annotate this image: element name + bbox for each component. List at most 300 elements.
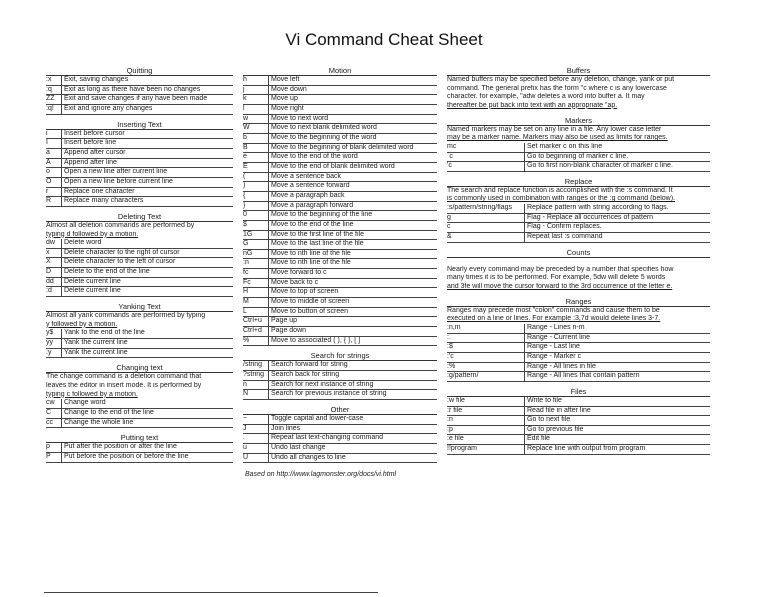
command-key: :e file <box>447 435 525 445</box>
table-row <box>447 213 710 223</box>
section-title: Files <box>447 387 710 397</box>
table-row <box>46 187 233 197</box>
table-row <box>46 277 233 287</box>
command-description: Yank the current line <box>62 339 234 349</box>
command-key: 0 <box>243 211 269 221</box>
table-row <box>447 425 710 435</box>
section-title: Inserting Text <box>46 120 233 130</box>
command-key: :y <box>46 348 62 358</box>
command-description: Exit as long as there have been no changes <box>62 85 234 95</box>
command-description: Move to nth line of the file <box>269 259 438 269</box>
command-description: Move to next word <box>269 114 438 124</box>
section-title: Ranges <box>447 297 710 307</box>
description-line: may be a marker name. Markers may also be used as limits for ranges. <box>447 134 668 142</box>
description-line: Nearly every command may be preceded by a number that specifies how <box>447 265 674 273</box>
command-key: b <box>243 133 269 143</box>
command-description: Move forward to c <box>269 269 438 279</box>
command-key: x <box>46 248 62 258</box>
command-key: . <box>243 434 269 444</box>
command-description: Move to the end of blank delimited word <box>269 162 438 172</box>
command-description: Change the whole line <box>62 418 234 428</box>
command-description: Move back to c <box>269 278 438 288</box>
command-description: Append after cursor <box>62 148 234 158</box>
table-row <box>46 268 233 278</box>
table-row <box>46 104 233 114</box>
command-key: a <box>46 148 62 158</box>
command-description: Range - All lines that contain pattern <box>525 372 711 382</box>
command-description: Replace pattern with string according to flags. <box>525 204 711 213</box>
table-row <box>447 162 710 172</box>
command-key: !!program <box>447 445 525 455</box>
command-description: Move to the last line of the file <box>269 240 438 250</box>
section-ranges <box>447 297 710 382</box>
command-key: R <box>46 197 62 207</box>
table-row <box>243 336 437 346</box>
command-description: Move to next blank delimited word <box>269 124 438 134</box>
command-key: :g/pattern/ <box>447 372 525 382</box>
command-key: U <box>243 453 269 463</box>
command-description: Toggle capital and lower-case <box>269 415 438 424</box>
command-key: I <box>46 139 62 149</box>
command-key: ~ <box>243 415 269 424</box>
section-files <box>447 387 710 455</box>
section-description <box>447 126 710 143</box>
command-key: :d <box>46 287 62 297</box>
command-description: Set marker c on this line <box>525 143 711 152</box>
table-row <box>46 239 233 248</box>
command-key: y$ <box>46 329 62 338</box>
command-description: Move down <box>269 85 438 95</box>
command-description: Read file in after line <box>525 406 711 416</box>
command-key: :p <box>447 425 525 435</box>
command-key: u <box>243 443 269 453</box>
command-description: Move to nth line of the file <box>269 249 438 259</box>
command-description: Open a new line before current line <box>62 177 234 187</box>
section-description <box>46 222 233 239</box>
command-description: Delete current line <box>62 277 234 287</box>
command-table <box>46 76 233 115</box>
section-title: Changing text <box>46 363 233 373</box>
command-key: cw <box>46 399 62 408</box>
table-row <box>447 223 710 233</box>
command-description: Go to first non-blank character of marker c line. <box>525 162 711 172</box>
command-key: % <box>243 336 269 346</box>
table-row <box>46 130 233 139</box>
command-description: Search for previous instance of string <box>269 390 438 400</box>
table-row <box>46 197 233 207</box>
table-row <box>46 248 233 258</box>
table-row <box>447 204 710 213</box>
command-description: Delete word <box>62 239 234 248</box>
description-line: command. The general prefix has the form "c where c is any lowercase <box>447 84 667 92</box>
command-description: Range - Lines n-m <box>525 324 711 333</box>
table-row <box>46 76 233 85</box>
section-motion <box>243 66 437 346</box>
command-description: Range - Last line <box>525 343 711 353</box>
command-key: ( <box>243 172 269 182</box>
command-description: Search for next instance of string <box>269 380 438 390</box>
table-row <box>447 152 710 162</box>
command-description: Move to the end of the word <box>269 153 438 163</box>
table-row <box>243 380 437 390</box>
table-row <box>46 177 233 187</box>
command-description: Go to previous file <box>525 425 711 435</box>
section-inserting <box>46 120 233 207</box>
command-key: O <box>46 177 62 187</box>
command-description: Move a paragraph back <box>269 191 438 201</box>
command-description: Exit and save changes if any have been made <box>62 95 234 105</box>
command-key: $ <box>243 220 269 230</box>
command-table <box>447 204 710 243</box>
command-description: Move left <box>269 76 438 85</box>
section-putting <box>46 433 233 462</box>
command-description: Insert before cursor <box>62 130 234 139</box>
table-row <box>447 445 710 455</box>
command-description: Move to the beginning of the line <box>269 211 438 221</box>
command-key: l <box>243 104 269 114</box>
table-row <box>243 269 437 279</box>
command-key: P <box>46 452 62 462</box>
command-description: Move a sentence back <box>269 172 438 182</box>
command-key: :n <box>243 259 269 269</box>
table-row <box>243 191 437 201</box>
command-key: :w file <box>447 397 525 406</box>
table-row <box>243 95 437 105</box>
command-description: Repeat last :s command <box>525 233 711 243</box>
table-row <box>243 133 437 143</box>
command-key: ZZ <box>46 95 62 105</box>
table-row <box>243 424 437 434</box>
table-row <box>46 95 233 105</box>
command-key: k <box>243 95 269 105</box>
table-row <box>46 85 233 95</box>
section-description <box>46 373 233 399</box>
table-row <box>46 258 233 268</box>
command-key: dw <box>46 239 62 248</box>
table-row <box>243 327 437 337</box>
table-row <box>243 124 437 134</box>
section-title: Buffers <box>447 66 710 76</box>
command-key: n <box>243 380 269 390</box>
description-line: typing c followed by a motion. <box>46 390 138 398</box>
table-row <box>243 172 437 182</box>
table-row <box>243 390 437 400</box>
description-line: is commonly used in combination with ranges or the :g command (below). <box>447 195 675 203</box>
section-replace <box>447 177 710 243</box>
command-key: D <box>46 268 62 278</box>
command-description: Write to file <box>525 397 711 406</box>
section-description <box>46 312 233 329</box>
command-key: nG <box>243 249 269 259</box>
table-row <box>46 139 233 149</box>
section-changing <box>46 363 233 428</box>
command-description: Change to the end of the line <box>62 408 234 418</box>
description-line: The change command is a deletion command that <box>46 373 202 381</box>
section-title: Other <box>243 405 437 415</box>
command-key: { <box>243 191 269 201</box>
description-line: many times it is to be performed. For example, 5dw will delete 5 words <box>447 274 666 282</box>
description-line: Ranges may precede most "colon" commands and cause them to be <box>447 306 660 314</box>
command-description: Open a new line after current line <box>62 168 234 178</box>
description-line: and 3fe will move the cursor forward to the 3rd occurrence of the letter e. <box>447 283 673 290</box>
table-row <box>243 143 437 153</box>
table-row <box>243 453 437 463</box>
command-description: Undo last change <box>269 443 438 453</box>
table-row <box>243 307 437 317</box>
command-key: :$ <box>447 343 525 353</box>
command-key: :q! <box>46 104 62 114</box>
command-description: Yank to the end of the line <box>62 329 234 338</box>
command-description: Put after the position or after the line <box>62 443 234 452</box>
command-description: Move a paragraph forward <box>269 201 438 211</box>
command-table <box>46 399 233 428</box>
section-title: Putting text <box>46 433 233 443</box>
command-table <box>243 415 437 463</box>
source-credit: Based on http://www.lagmonster.org/docs/vi.html <box>245 471 397 479</box>
command-description: Append after line <box>62 158 234 168</box>
command-description: Edit file <box>525 435 711 445</box>
command-description: Change word <box>62 399 234 408</box>
command-description: Yank the current line <box>62 348 234 358</box>
table-row <box>243 361 437 370</box>
section-description <box>447 266 710 292</box>
table-row <box>243 371 437 381</box>
table-row <box>46 287 233 297</box>
command-key: Fc <box>243 278 269 288</box>
section-buffers <box>447 66 710 111</box>
column-middle <box>243 66 437 478</box>
command-description: Put before the position or before the line <box>62 452 234 462</box>
table-row <box>447 406 710 416</box>
table-row <box>46 443 233 452</box>
table-row <box>243 104 437 114</box>
command-table <box>447 143 710 172</box>
command-description: Join lines <box>269 424 438 434</box>
command-key: dd <box>46 277 62 287</box>
section-title: Markers <box>447 116 710 126</box>
description-line: thereafter be put back into text with an appropriate "ap. <box>447 101 618 109</box>
command-key: cc <box>46 418 62 428</box>
table-row <box>447 435 710 445</box>
command-key: j <box>243 85 269 95</box>
command-key: C <box>46 408 62 418</box>
table-row <box>243 259 437 269</box>
command-key: yy <box>46 339 62 349</box>
section-search <box>243 351 437 400</box>
description-line: Named buffers may be specified before any deletion, change, yank or put <box>447 76 675 83</box>
table-row <box>447 324 710 333</box>
section-title: Motion <box>243 66 437 76</box>
section-description <box>447 307 710 324</box>
command-key: H <box>243 288 269 298</box>
command-table <box>243 76 437 346</box>
section-description <box>447 76 710 111</box>
table-row <box>243 201 437 211</box>
section-title: Replace <box>447 177 710 187</box>
table-row <box>447 372 710 382</box>
table-row <box>447 233 710 243</box>
table-row <box>243 278 437 288</box>
command-key: ) <box>243 182 269 192</box>
table-row <box>243 249 437 259</box>
command-key: :. <box>447 333 525 343</box>
table-row <box>447 416 710 426</box>
command-description: Flag - Replace all occurrences of pattern <box>525 213 711 223</box>
command-key: Ctrl+d <box>243 327 269 337</box>
description-line: typing d followed by a motion. <box>46 230 139 238</box>
command-key: 1G <box>243 230 269 240</box>
table-row <box>243 182 437 192</box>
description-line: Almost all yank commands are performed by typing <box>46 312 206 320</box>
command-description: Move a sentence forward <box>269 182 438 192</box>
command-key: & <box>447 233 525 243</box>
command-description: Replace one character <box>62 187 234 197</box>
command-key: :n,m <box>447 324 525 333</box>
command-key: c <box>447 223 525 233</box>
table-row <box>243 415 437 424</box>
description-line: The search and replace function is accomplished with the :s command. It <box>447 186 673 194</box>
command-key: E <box>243 162 269 172</box>
table-row <box>46 329 233 338</box>
section-counts <box>447 248 710 292</box>
command-key: /string <box>243 361 269 370</box>
table-row <box>447 397 710 406</box>
command-table <box>447 397 710 455</box>
section-yanking <box>46 302 233 358</box>
command-description: Move to the end of the line <box>269 220 438 230</box>
description-line: Named markers may be set on any line in a file. Any lower case letter <box>447 125 662 133</box>
table-row <box>243 230 437 240</box>
command-key: :q <box>46 85 62 95</box>
command-description: Repeat last text-changing command <box>269 434 438 444</box>
table-row <box>243 443 437 453</box>
command-key: G <box>243 240 269 250</box>
command-description: Exit, saving changes <box>62 76 234 85</box>
command-key: e <box>243 153 269 163</box>
command-key: fc <box>243 269 269 279</box>
command-description: Search back for string <box>269 371 438 381</box>
table-row <box>46 399 233 408</box>
command-description: Move to the beginning of blank delimited word <box>269 143 438 153</box>
table-row <box>243 76 437 85</box>
table-row <box>447 362 710 372</box>
table-row <box>243 288 437 298</box>
table-row <box>243 317 437 327</box>
command-key: g <box>447 213 525 223</box>
table-row <box>243 162 437 172</box>
table-row <box>243 211 437 221</box>
command-key: :r file <box>447 406 525 416</box>
command-key: A <box>46 158 62 168</box>
section-markers <box>447 116 710 172</box>
table-row <box>46 452 233 462</box>
table-row <box>243 434 437 444</box>
table-row <box>46 408 233 418</box>
command-key: } <box>243 201 269 211</box>
command-description: Insert before line <box>62 139 234 149</box>
command-table <box>46 239 233 297</box>
table-row <box>243 240 437 250</box>
table-row <box>243 298 437 308</box>
command-key: :n <box>447 416 525 426</box>
command-key: :s/pattern/string/flags <box>447 204 525 213</box>
table-row <box>46 418 233 428</box>
command-description: Move to the beginning of the word <box>269 133 438 143</box>
section-title: Search for strings <box>243 351 437 361</box>
command-description: Go to next file <box>525 416 711 426</box>
command-description: Move to the first line of the file <box>269 230 438 240</box>
command-description: Move to button of screen <box>269 307 438 317</box>
table-row <box>46 339 233 349</box>
table-row <box>46 348 233 358</box>
column-right <box>447 66 710 455</box>
command-description: Delete current line <box>62 287 234 297</box>
command-key: L <box>243 307 269 317</box>
command-description: Search forward for string <box>269 361 438 370</box>
table-row <box>243 153 437 163</box>
command-key: w <box>243 114 269 124</box>
table-row <box>447 333 710 343</box>
page-title: Vi Command Cheat Sheet <box>285 30 483 49</box>
command-key: ?string <box>243 371 269 381</box>
description-line: leaves the editor in insert mode. It is performed by <box>46 381 202 389</box>
command-description: Move to middle of screen <box>269 298 438 308</box>
command-key: Ctrl+u <box>243 317 269 327</box>
section-title: Deleting Text <box>46 212 233 222</box>
command-key: mc <box>447 143 525 152</box>
command-key: i <box>46 130 62 139</box>
command-key: :'c <box>447 352 525 362</box>
command-table <box>46 443 233 462</box>
table-row <box>46 148 233 158</box>
command-key: N <box>243 390 269 400</box>
table-row <box>243 85 437 95</box>
command-description: Delete to the end of the line <box>62 268 234 278</box>
table-row <box>243 220 437 230</box>
page-divider <box>44 592 378 593</box>
table-row <box>447 143 710 152</box>
table-row <box>46 168 233 178</box>
description-line: character. for example, "adw deletes a word into buffer a. It may <box>447 93 645 101</box>
command-description: Range - Marker c <box>525 352 711 362</box>
command-key: 'c <box>447 162 525 172</box>
command-key: :% <box>447 362 525 372</box>
command-description: Delete character to the right of cursor <box>62 248 234 258</box>
command-key: h <box>243 76 269 85</box>
table-row <box>447 343 710 353</box>
command-description: Undo all changes to line <box>269 453 438 463</box>
command-key: r <box>46 187 62 197</box>
command-description: Go to beginning of marker c line. <box>525 152 711 162</box>
command-key: B <box>243 143 269 153</box>
command-description: Page up <box>269 317 438 327</box>
command-key: M <box>243 298 269 308</box>
command-description: Replace many characters <box>62 197 234 207</box>
section-title: Quitting <box>46 66 233 76</box>
command-description: Replace line with output from program <box>525 445 711 455</box>
column-left <box>46 66 233 463</box>
command-key: X <box>46 258 62 268</box>
command-description: Move to top of screen <box>269 288 438 298</box>
command-description: Range - All lines in file <box>525 362 711 372</box>
section-description <box>447 187 710 204</box>
command-table <box>46 130 233 207</box>
command-key: J <box>243 424 269 434</box>
command-description: Move up <box>269 95 438 105</box>
table-row <box>243 114 437 124</box>
command-key: p <box>46 443 62 452</box>
command-key: o <box>46 168 62 178</box>
